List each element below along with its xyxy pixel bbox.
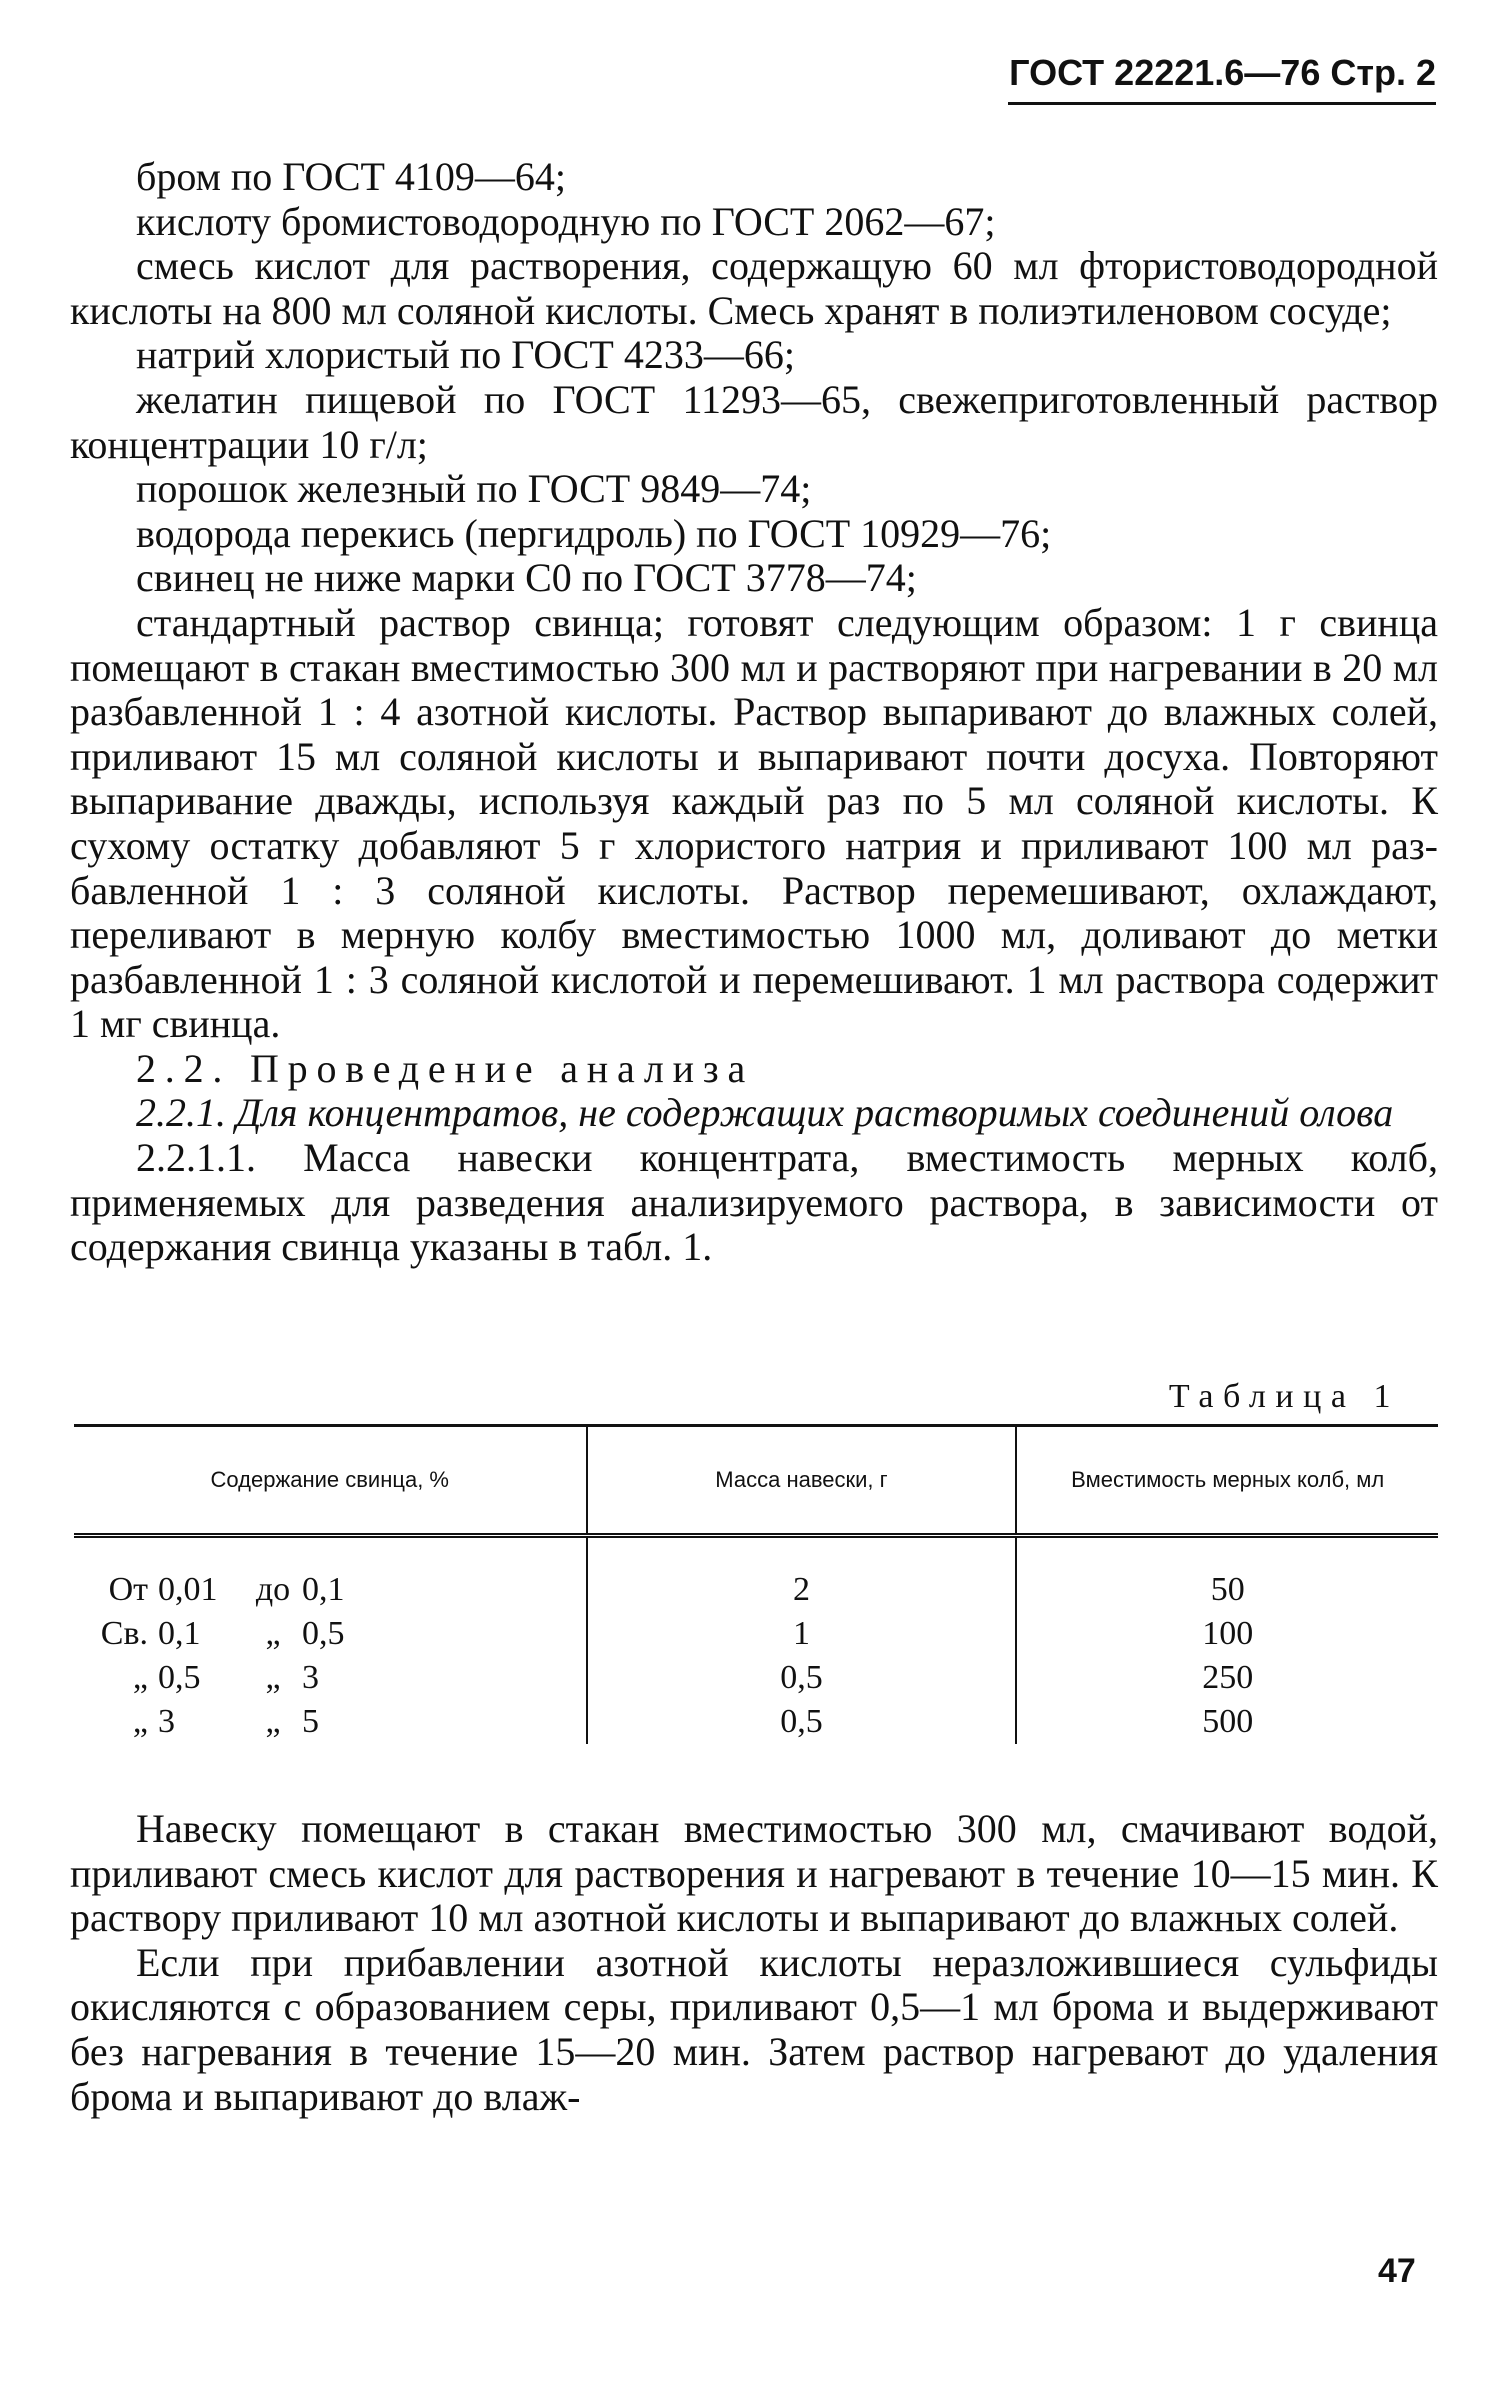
volume-cell: 50: [1016, 1536, 1438, 1613]
paragraph-2-2-1-1: 2.2.1.1. Масса навески концентрата, вместимость мерных колб, применяемых для разведения анализируемого раствора, в зависимости от содержания свинца указаны в табл. 1.: [70, 1135, 1438, 1270]
reagent-gelatin: желатин пищевой по ГОСТ 11293—65, свежеприготовленный раствор концентрации 10 г/л;: [70, 376, 1438, 467]
mass-cell: 0,5: [587, 1656, 1017, 1700]
range-prefix: „: [132, 1659, 148, 1696]
range-to: 3: [302, 1659, 319, 1696]
range-to: 5: [302, 1703, 319, 1740]
range-to: 0,5: [302, 1615, 345, 1652]
page-number: 47: [1378, 2252, 1416, 2290]
table-row: [74, 1700, 1438, 1744]
lead-content-table: [74, 1424, 1438, 1744]
page-header: ГОСТ 22221.6—76 Стр. 2: [1008, 52, 1436, 105]
range-separator: „: [265, 1659, 281, 1696]
range-separator: „: [265, 1615, 281, 1652]
table-row: [74, 1612, 1438, 1656]
section-heading-2-2-1: 2.2.1. Для концентратов, не содержащих растворимых соединений олова: [136, 1090, 1394, 1136]
range-from: 0,01: [158, 1571, 218, 1608]
range-separator: „: [265, 1703, 281, 1740]
volume-cell: 500: [1016, 1700, 1438, 1744]
reagent-standard-solution: стандартный раствор свинца; готовят следующим образом: 1 г свинца помещают в стакан вместимостью 300 мл и растворяют при нагревании в 20 мл разбавленной 1 : 4 азотной кислоты. Раствор выпаривают до влажных солей, приливают 15 мл соляной кислоты и выпаривают почти досуха. Повторяют выпаривание дважды, используя каждый раз по 5 мл соляной кислоты. К сухому остатку добавляют 5 г хлористого натрия и приливают 100 мл разбавленной 1 : 3 соляной кислоты. Раствор перемешивают, охлаждают, переливают в мерную колбу вместимостью 1000 мл, доливают до метки разбавленной 1 : 3 соляной кислотой и перемешивают. 1 мл раствора содержит 1 мг свинца.: [70, 599, 1438, 1047]
reagent-lead: свинец не ниже марки С0 по ГОСТ 3778—74;: [136, 555, 917, 601]
paragraph-sample-dissolution: Навеску помещают в стакан вместимостью 300 мл, смачивают водой, приливают смесь кислот для растворения и нагревают в течение 10—15 мин. К раствору приливают 10 мл азотной кислоты и выпаривают до влажных солей.: [70, 1806, 1438, 1941]
range-prefix: Св.: [100, 1615, 148, 1652]
main-text: [70, 155, 1438, 1270]
table-row: [74, 1536, 1438, 1613]
range-separator: до: [255, 1571, 291, 1608]
header-lead-content: Содержание свинца, %: [74, 1426, 587, 1536]
reagent-hydrogen-peroxide: водорода перекись (пергидроль) по ГОСТ 10929—76;: [136, 510, 1052, 556]
range-from: 3: [158, 1703, 175, 1740]
continuation-text: [70, 1807, 1438, 2119]
table-header-row: [74, 1426, 1438, 1536]
volume-cell: 250: [1016, 1656, 1438, 1700]
table-row: [74, 1656, 1438, 1700]
reagent-bromine: бром по ГОСТ 4109—64;: [136, 154, 567, 199]
mass-cell: 2: [587, 1536, 1017, 1613]
reagent-hydrobromic-acid: кислоту бромистоводородную по ГОСТ 2062—67;: [136, 198, 996, 244]
mass-cell: 1: [587, 1612, 1017, 1656]
range-cell: [74, 1612, 587, 1656]
range-from: 0,5: [158, 1659, 201, 1696]
reagent-sodium-chloride: натрий хлористый по ГОСТ 4233—66;: [136, 332, 795, 378]
range-to: 0,1: [302, 1571, 345, 1608]
mass-cell: 0,5: [587, 1700, 1017, 1744]
range-prefix: „: [132, 1703, 148, 1740]
range-cell: [74, 1656, 587, 1700]
range-cell: [74, 1700, 587, 1744]
header-sample-mass: Масса навески, г: [587, 1426, 1017, 1536]
section-heading-2-2: 2.2. Проведение анализа: [136, 1045, 755, 1091]
header-flask-volume: Вместимость мерных колб, мл: [1016, 1426, 1438, 1536]
paragraph-sulfur-treatment: Если при прибавлении азотной кислоты неразложившиеся сульфиды окисляются с образованием серы, приливают 0,5—1 мл брома и выдерживают без нагревания в течение 15—20 мин. Затем раствор нагревают до удаления брома и выпаривают до влаж-: [70, 1939, 1438, 2119]
range-cell: [74, 1536, 587, 1613]
range-prefix: От: [108, 1571, 148, 1608]
volume-cell: 100: [1016, 1612, 1438, 1656]
reagent-iron-powder: порошок железный по ГОСТ 9849—74;: [136, 466, 812, 512]
reagent-acid-mixture: смесь кислот для растворения, содержащую 60 мл фтористоводородной кислоты на 800 мл соляной кислоты. Смесь хранят в полиэтиленовом сосуде;: [70, 243, 1438, 333]
range-from: 0,1: [158, 1615, 201, 1652]
table-caption: Таблица 1: [1168, 1378, 1400, 1415]
